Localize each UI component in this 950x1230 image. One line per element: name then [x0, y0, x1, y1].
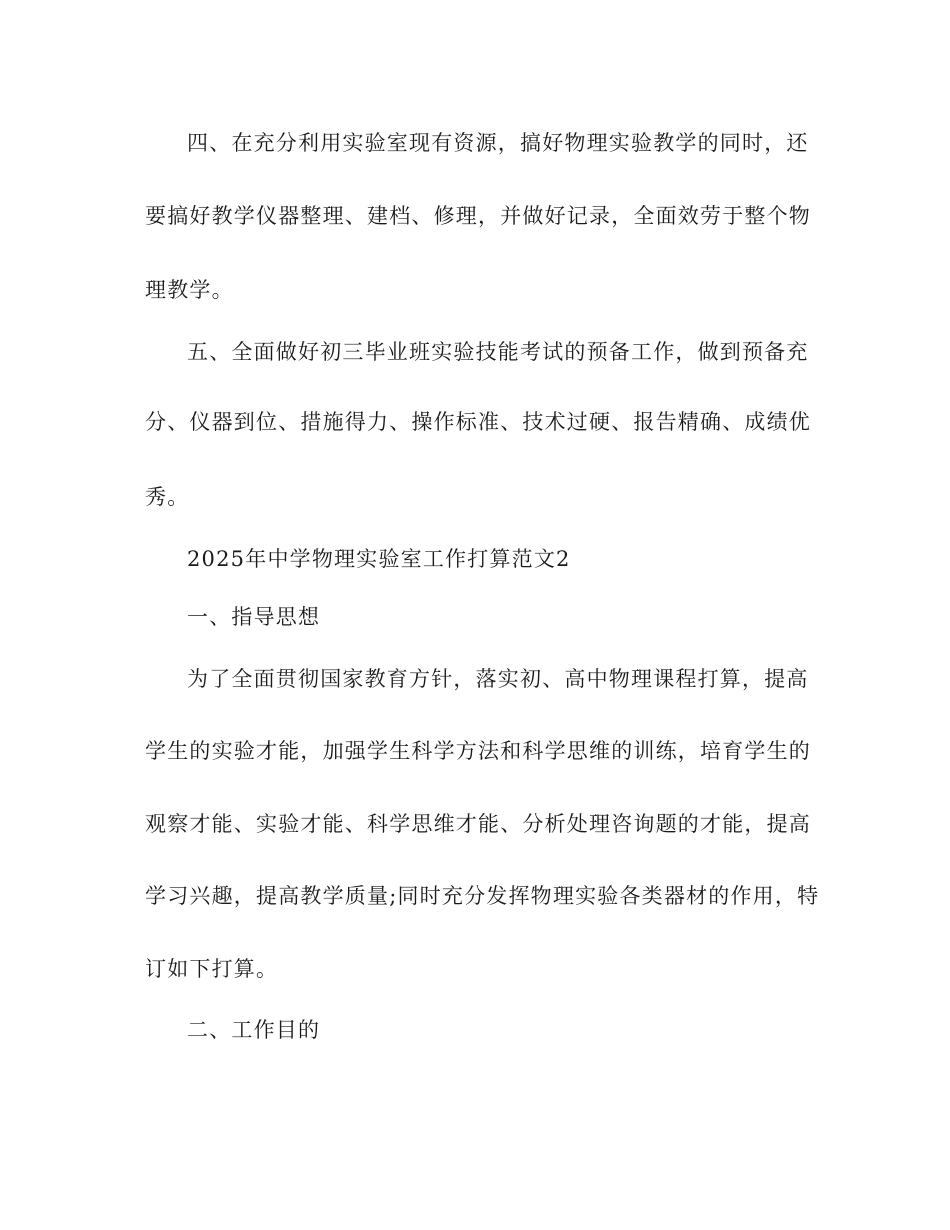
paragraph-5-line-1: 五、全面做好初三毕业班实验技能考试的预备工作，做到预备充 — [187, 340, 809, 364]
paragraph-ideology-line-5: 订如下打算。 — [145, 957, 279, 981]
paragraph-4-line-1: 四、在充分利用实验室现有资源，搞好物理实验教学的同时，还 — [187, 131, 809, 155]
heading-work-goal: 二、工作目的 — [187, 1018, 321, 1042]
heading-guiding-ideology: 一、指导思想 — [187, 605, 321, 629]
paragraph-4-line-3: 理教学。 — [145, 278, 234, 302]
paragraph-4-line-2: 要搞好教学仪器整理、建档、修理，并做好记录，全面效劳于整个物 — [145, 204, 811, 228]
paragraph-5-line-3: 秀。 — [145, 485, 190, 509]
paragraph-ideology-line-4: 学习兴趣，提高教学质量;同时充分发挥物理实验各类器材的作用，特 — [145, 884, 820, 908]
paragraph-ideology-line-1: 为了全面贯彻国家教育方针，落实初、高中物理课程打算，提高 — [187, 667, 809, 691]
paragraph-ideology-line-2: 学生的实验才能，加强学生科学方法和科学思维的训练，培育学生的 — [145, 739, 811, 763]
paragraph-5-line-2: 分、仪器到位、措施得力、操作标准、技术过硬、报告精确、成绩优 — [145, 410, 811, 434]
paragraph-ideology-line-3: 观察才能、实验才能、科学思维才能、分析处理咨询题的才能，提高 — [145, 812, 811, 836]
section-title: 2025年中学物理实验室工作打算范文2 — [187, 547, 571, 571]
